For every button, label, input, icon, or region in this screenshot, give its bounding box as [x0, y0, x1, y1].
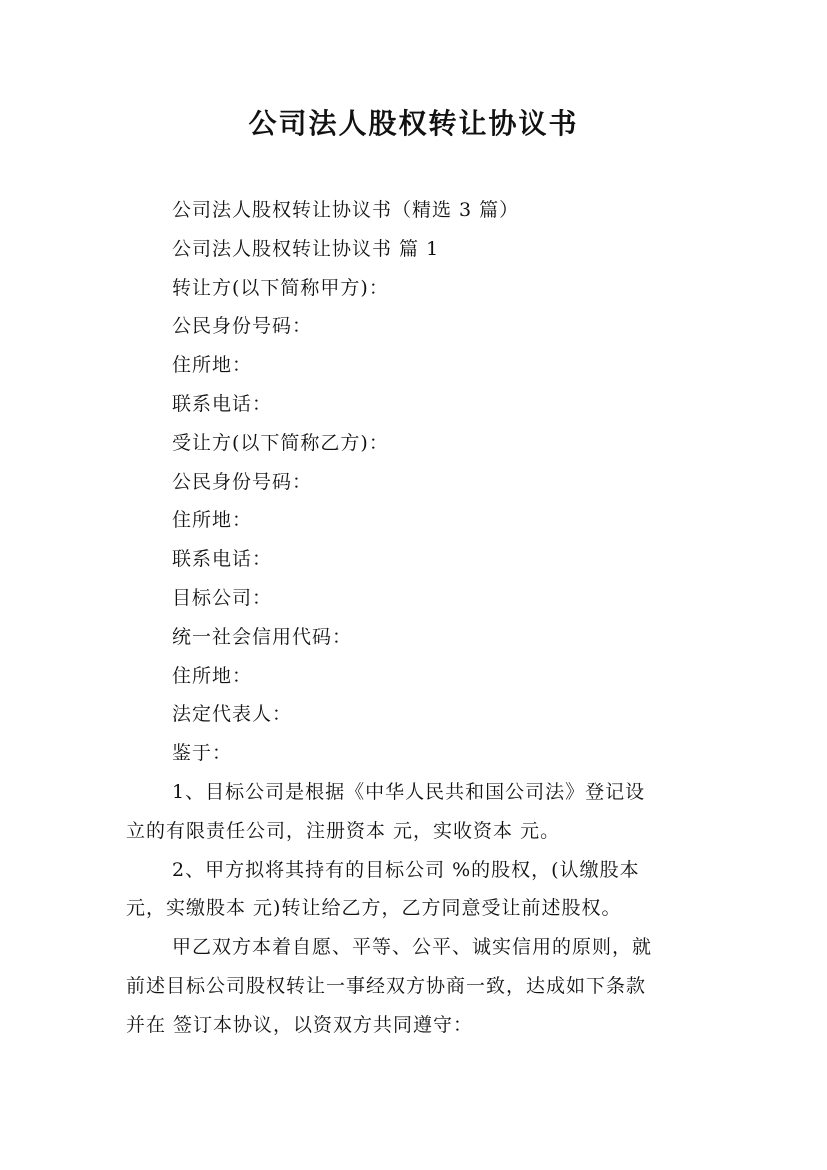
- credit-code-label: 统一社会信用代码：: [172, 625, 353, 648]
- paragraph-line: 并在 签订本协议，以资双方共同遵守：: [126, 1013, 474, 1036]
- transferor-address-label: 住所地：: [172, 354, 253, 377]
- whereas-label: 鉴于：: [172, 742, 233, 765]
- paragraph-line: 立的有限责任公司，注册资本 元，实收资本 元。: [126, 819, 561, 842]
- paragraph-line: 2、甲方拟将其持有的目标公司 %的股权，(认缴股本: [172, 858, 640, 881]
- paragraph-line: 1、目标公司是根据《中华人民共和国公司法》登记设: [172, 780, 646, 803]
- transferor-label: 转让方(以下简称甲方)：: [172, 276, 389, 299]
- document-title: 公司法人股权转让协议书: [248, 107, 579, 140]
- transferor-id-label: 公民身份号码：: [172, 315, 313, 338]
- target-company-label: 目标公司：: [172, 586, 273, 609]
- transferee-phone-label: 联系电话：: [172, 548, 273, 571]
- company-address-label: 住所地：: [172, 664, 253, 687]
- document-body: [126, 191, 706, 1045]
- paragraph-line: 元，实缴股本 元)转让给乙方，乙方同意受让前述股权。: [126, 897, 622, 920]
- agreement-intro-paragraph: [126, 928, 706, 1044]
- legal-representative-label: 法定代表人：: [172, 703, 293, 726]
- paragraph-line: 甲乙双方本着自愿、平等、公平、诚实信用的原则，就: [172, 936, 653, 959]
- transferor-phone-label: 联系电话：: [172, 392, 273, 415]
- transferee-id-label: 公民身份号码：: [172, 470, 313, 493]
- transferee-label: 受让方(以下简称乙方)：: [172, 431, 389, 454]
- transferee-address-label: 住所地：: [172, 509, 253, 532]
- paragraph-line: 前述目标公司股权转让一事经双方协商一致，达成如下条款: [126, 974, 647, 997]
- clause-paragraph-1: [126, 773, 706, 851]
- clause-paragraph-2: [126, 851, 706, 929]
- section-heading: 公司法人股权转让协议书 篇 1: [172, 237, 440, 260]
- subtitle-line: 公司法人股权转让协议书（精选 3 篇）: [172, 199, 520, 221]
